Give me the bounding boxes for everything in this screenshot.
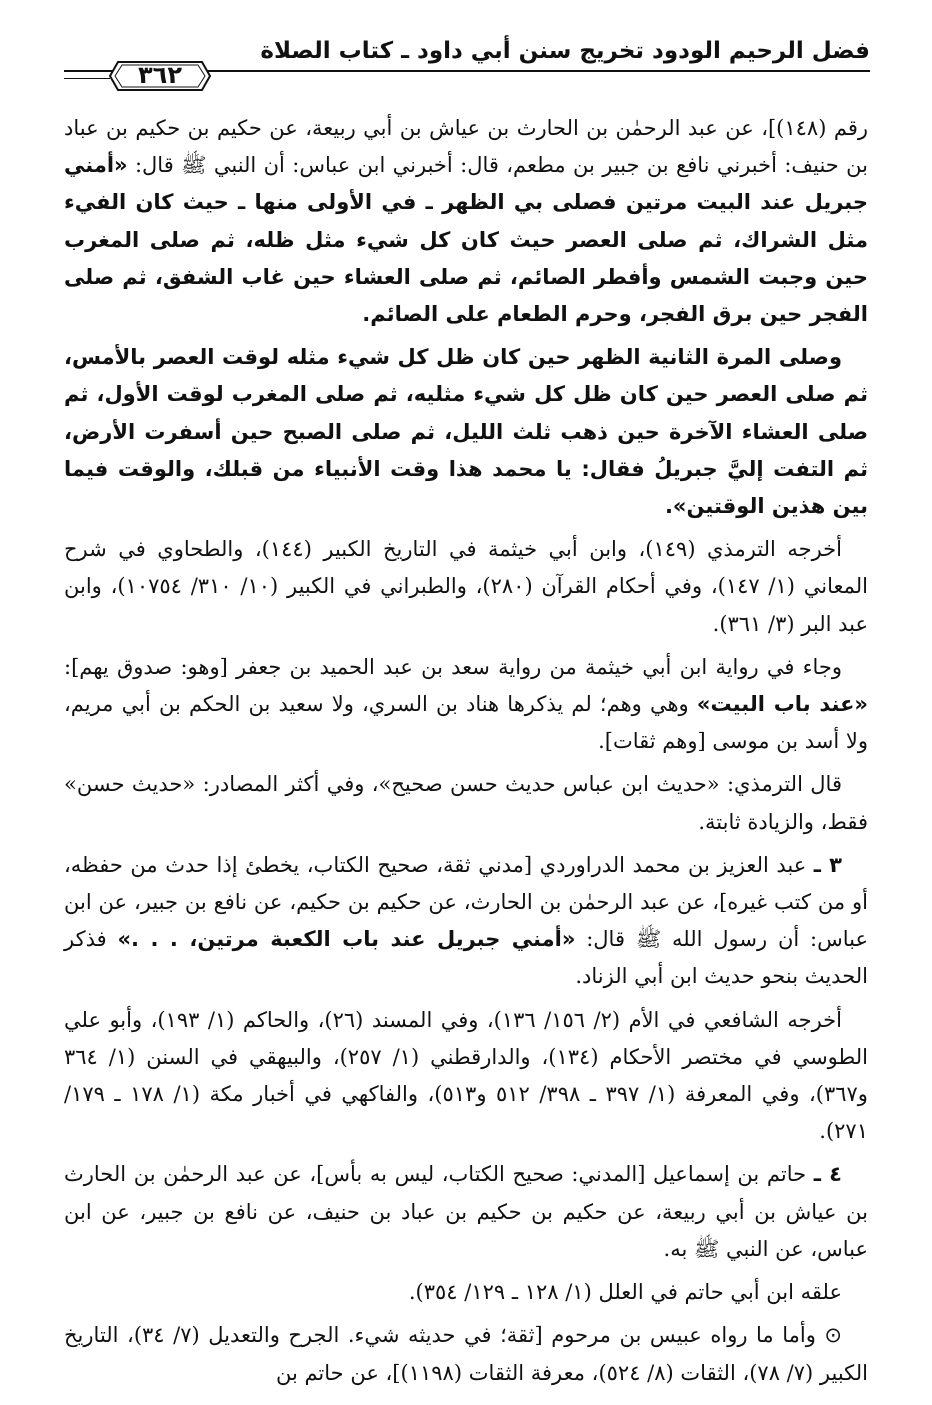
- page-number-frame: [108, 58, 212, 94]
- bold-text-segment: وصلى المرة الثانية الظهر حين كان ظل كل شيء مثله لوقت العصر بالأمس، ثم صلى العصر حين كان ظل كل شيء مثليه، ثم صلى المغرب لوقت الأول، ثم صلى العشاء الآخرة حين ذهب ثلث الليل، ثم صلى الصبح حين أسفرت الأرض، ثم التفت إليَّ جبريلُ فقال: يا محمد هذا وقت الأنبياء من قبلك، والوقت فيما بين هذين الوقتين».: [64, 345, 868, 519]
- paragraph: [64, 766, 868, 840]
- text-segment: عبد العزيز بن محمد الدراوردي [مدني ثقة، صحيح الكتاب، يخطئ إذا حدث من حفظه، أو من كتب غيره]، عن عبد الرحمٰن بن الحارث، عن حكيم بن حكيم، عن نافع بن جبير، عن ابن عباس: أن رسول الله ﷺ قال:: [64, 852, 868, 952]
- text-segment: وجاء في رواية ابن أبي خيثمة من رواية سعد بن عبد الحميد بن جعفر [وهو: صدوق يهم]:: [64, 654, 842, 679]
- text-segment: وأما ما رواه عبيس بن مرحوم [ثقة؛ في حديثه شيء. الجرح والتعديل (٧/ ٣٤)، التاريخ الكبير (٧/ ٧٨)، الثقات (٨/ ٥٢٤)، معرفة الثقات (١١٩٨)]، عن حاتم بن: [64, 1323, 868, 1385]
- text-segment: وهي وهم؛ لم يذكرها هناد بن السري، ولا سعيد بن الحكم بن أبي مريم، ولا أسد بن موسى [وهم ثقات].: [64, 692, 868, 754]
- running-header-title: فضل الرحيم الودود تخريج سنن أبي داود ـ كتاب الصلاة: [260, 38, 870, 64]
- paragraph: [64, 110, 868, 333]
- paragraph: [64, 649, 868, 761]
- section-marker: ⊙: [824, 1323, 842, 1348]
- bold-text-segment: ٣ ـ: [813, 852, 842, 877]
- header-rule-ornament: [64, 70, 110, 79]
- paragraph: [64, 1002, 868, 1151]
- paragraph: [64, 1274, 868, 1311]
- text-segment: أخرجه الترمذي (١٤٩)، وابن أبي خيثمة في التاريخ الكبير (١٤٤)، والطحاوي في شرح المعاني (١/ ١٤٧)، وفي أحكام القرآن (٢٨٠)، والطبراني في الكبير (١٠/ ٣١٠/ ١٠٧٥٤)، وابن عبد البر (٣/ ٣٦١).: [64, 537, 868, 636]
- paragraph: [64, 1156, 868, 1268]
- text-segment: رقم (١٤٨)]، عن عبد الرحمٰن بن الحارث بن عياش بن أبي ربيعة، عن حكيم بن حكيم بن عباد بن حنيف: أخبرني نافع بن جبير بن مطعم، قال: أخبرني ابن عباس: أن النبي ﷺ قال:: [64, 116, 868, 178]
- text-segment: حاتم بن إسماعيل [المدني: صحيح الكتاب، ليس به بأس]، عن عبد الرحمٰن بن الحارث بن عياش بن أبي ربيعة، عن حكيم بن حكيم بن عباد بن حنيف، عن نافع بن جبير، عن ابن عباس، عن النبي ﷺ به.: [64, 1162, 868, 1261]
- page-number: ٣٦٢: [138, 61, 182, 89]
- text-segment: قال الترمذي: «حديث ابن عباس حديث حسن صحيح»، وفي أكثر المصادر: «حديث حسن» فقط، والزيادة ثابتة.: [64, 772, 868, 834]
- bold-text-segment: «أمني جبريل عند البيت مرتين فصلى بي الظهر ـ في الأولى منها ـ حيث كان الفيء مثل الشراك، ثم صلى العصر حيث كان كل شيء مثل ظله، ثم صلى المغرب حين وجبت الشمس وأفطر الصائم، ثم صلى العشاء حين غاب الشفق، ثم صلى الفجر حين برق الفجر، وحرم الطعام على الصائم.: [64, 153, 868, 327]
- paragraph: [64, 847, 868, 996]
- body-text: [64, 110, 868, 1392]
- bold-text-segment: «أمني جبريل عند باب الكعبة مرتين، . . .»: [117, 927, 576, 952]
- text-segment: فذكر الحديث بنحو حديث ابن أبي الزناد.: [64, 927, 868, 989]
- bold-text-segment: «عند باب البيت»: [696, 692, 868, 717]
- text-segment: علقه ابن أبي حاتم في العلل (١/ ١٢٨ ـ ١٢٩/ ٣٥٤).: [408, 1280, 842, 1305]
- paragraph: [64, 339, 868, 525]
- text-segment: أخرجه الشافعي في الأم (٢/ ١٥٦/ ١٣٦)، وفي المسند (٢٦)، والحاكم (١/ ١٩٣)، وأبو علي الطوسي في مختصر الأحكام (١٣٤)، والدارقطني (١/ ٢٥٧)، والبيهقي في السنن (١/ ٣٦٤ و٣٦٧)، وفي المعرفة (١/ ٣٩٧ ـ ٣٩٨/ ٥١٢ و٥١٣)، والفاكهي في أخبار مكة (١/ ١٧٨ ـ ١٧٩/ ٢٧١).: [64, 1007, 868, 1144]
- bold-text-segment: ٤ ـ: [813, 1162, 842, 1187]
- paragraph: [64, 531, 868, 643]
- paragraph: [64, 1317, 868, 1391]
